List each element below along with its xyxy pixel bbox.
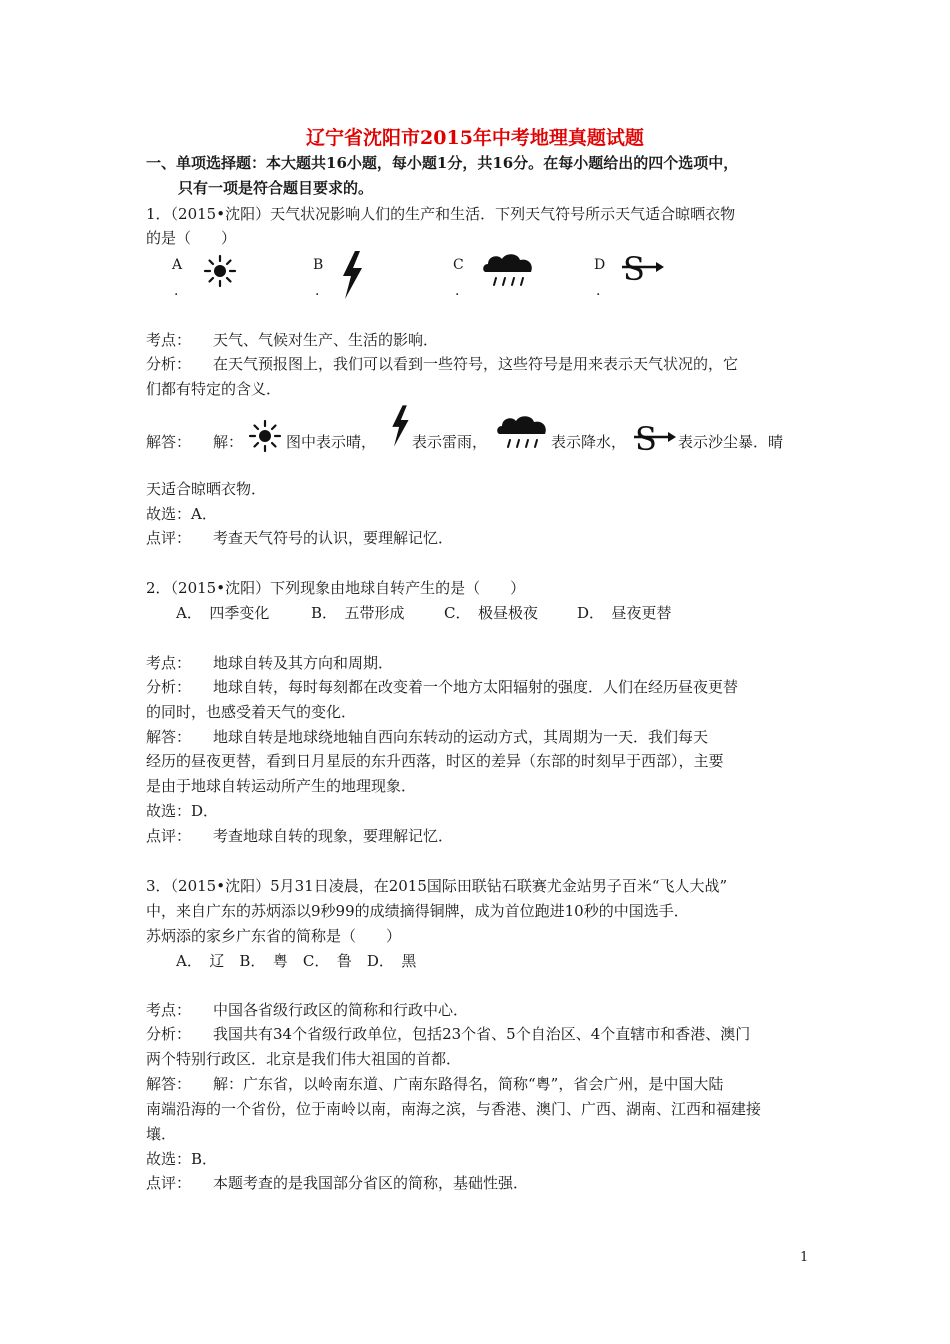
q3-guxuan: 故选：B．: [146, 1150, 218, 1168]
q3-fenxi-line1: [146, 1024, 750, 1044]
thunder-icon: [388, 403, 412, 453]
kaodian-label: 考点：: [146, 331, 192, 349]
q1-fenxi-line2: 们都有特定的含义．: [146, 380, 282, 398]
sun-icon: [245, 418, 285, 458]
kaodian-text: 地球自转及其方向和周期．: [213, 654, 394, 672]
rain-cloud-icon: [494, 412, 552, 456]
svg-text:S: S: [635, 420, 657, 456]
q2-fenxi-line2: 的同时，也感受着天气的变化．: [146, 703, 357, 721]
q1-option-b-letter: B: [313, 257, 324, 273]
q2-jieda-line3: 是由于地球自转运动所产生的地理现象．: [146, 777, 417, 795]
rain-cloud-icon: [480, 250, 538, 294]
q1-option-d-letter: D: [594, 257, 606, 273]
q1-jieda-text3: 表示降水，: [551, 433, 627, 451]
q3-dianping: [146, 1173, 528, 1193]
fenxi-label: 分析：: [146, 355, 192, 373]
dianping-label: 点评：: [146, 827, 192, 845]
q3-stem-line3: 苏炳添的家乡广东省的简称是（ ）: [146, 927, 402, 945]
page-title: 辽宁省沈阳市2015年中考地理真题试题: [306, 127, 644, 149]
fenxi-label: 分析：: [146, 1025, 192, 1043]
jieda-text: 地球自转是地球绕地轴自西向东转动的运动方式，其周期为一天．我们每天: [213, 728, 709, 746]
sandstorm-icon: [632, 420, 678, 460]
q1-jieda-text4: 表示沙尘暴．晴: [678, 433, 784, 451]
q1-stem-line1: 1．（2015•沈阳）天气状况影响人们的生产和生活．下列天气符号所示天气适合晾晒衣物: [146, 205, 736, 223]
section-header-line2: 只有一项是符合题目要求的。: [178, 179, 374, 197]
thunder-icon: [338, 250, 366, 304]
q1-kaodian: [146, 330, 438, 350]
q2-guxuan: 故选：D．: [146, 802, 219, 820]
q1-option-b-dot: .: [315, 283, 320, 299]
q3-jieda-line3: 壤．: [146, 1125, 177, 1143]
svg-text:S: S: [623, 250, 645, 286]
q2-option-a: A． 四季变化: [176, 604, 270, 622]
jieda-prefix: 解：: [213, 433, 244, 451]
q3-jieda-line1: [146, 1074, 723, 1094]
sandstorm-icon: [620, 250, 666, 290]
jieda-label: 解答：: [146, 433, 192, 451]
q3-options: A． 辽 B． 粤 C． 鲁 D． 黑: [176, 952, 417, 970]
jieda-label: 解答：: [146, 1075, 192, 1093]
dianping-text: 考查地球自转的现象，要理解记忆．: [213, 827, 454, 845]
q3-fenxi-line2: 两个特别行政区．北京是我们伟大祖国的首都．: [146, 1050, 462, 1068]
q2-dianping: [146, 826, 453, 846]
q1-dianping: [146, 528, 453, 548]
kaodian-text: 天气、气候对生产、生活的影响．: [213, 331, 439, 349]
q3-stem-line1: 3．（2015•沈阳）5月31日凌晨，在2015国际田联钻石联赛尤金站男子百米“飞人大战”: [146, 877, 728, 895]
fenxi-text: 地球自转，每时每刻都在改变着一个地方太阳辐射的强度．人们在经历昼夜更替: [213, 678, 739, 696]
q2-option-c: C． 极昼极夜: [444, 604, 538, 622]
q1-option-c-letter: C: [453, 257, 464, 273]
q1-guxuan: 故选：A．: [146, 505, 217, 523]
jieda-text: 解：广东省，以岭南东道、广南东路得名，简称“粤”，省会广州，是中国大陆: [213, 1075, 724, 1093]
q2-stem: 2．（2015•沈阳）下列现象由地球自转产生的是（ ）: [146, 579, 526, 597]
q1-option-a-dot: .: [174, 283, 179, 299]
dianping-label: 点评：: [146, 1174, 192, 1192]
q2-jieda-line2: 经历的昼夜更替，看到日月星辰的东升西落，时区的差异（东部的时刻早于西部），主要: [146, 752, 724, 770]
fenxi-text: 我国共有34个省级行政单位，包括23个省、5个自治区、4个直辖市和香港、澳门: [213, 1025, 751, 1043]
q1-option-a-letter: A: [172, 257, 183, 273]
q1-jieda: [146, 432, 243, 452]
fenxi-text: 在天气预报图上，我们可以看到一些符号，这些符号是用来表示天气状况的，它: [213, 355, 739, 373]
q1-fenxi-line1: [146, 354, 738, 374]
kaodian-text: 中国各省级行政区的简称和行政中心．: [213, 1001, 469, 1019]
sun-icon: [200, 253, 240, 293]
q2-jieda-line1: [146, 727, 708, 747]
q2-options: [176, 603, 672, 623]
dianping-text: 本题考查的是我国部分省区的简称，基础性强．: [213, 1174, 529, 1192]
q1-jieda-text1: 图中表示晴，: [286, 433, 377, 451]
q3-jieda-line2: 南端沿海的一个省份，位于南岭以南，南海之滨，与香港、澳门、广西、湖南、江西和福建接: [146, 1100, 762, 1118]
q2-kaodian: [146, 653, 393, 673]
q1-option-c-dot: .: [455, 283, 460, 299]
q3-kaodian: [146, 1000, 468, 1020]
q2-option-b: B． 五带形成: [311, 604, 405, 622]
dianping-label: 点评：: [146, 529, 192, 547]
q2-fenxi-line1: [146, 677, 738, 697]
q1-stem-line2: 的是（ ）: [146, 229, 237, 247]
q1-jieda-line2: 天适合晾晒衣物．: [146, 480, 267, 498]
kaodian-label: 考点：: [146, 654, 192, 672]
q1-option-d-dot: .: [596, 283, 601, 299]
jieda-label: 解答：: [146, 728, 192, 746]
page-number: 1: [800, 1250, 809, 1265]
q2-option-d: D． 昼夜更替: [577, 604, 672, 622]
q1-jieda-text2: 表示雷雨，: [412, 433, 488, 451]
dianping-text: 考查天气符号的认识，要理解记忆．: [213, 529, 454, 547]
kaodian-label: 考点：: [146, 1001, 192, 1019]
fenxi-label: 分析：: [146, 678, 192, 696]
section-header-line1: 一、单项选择题：本大题共16小题，每小题1分，共16分。在每小题给出的四个选项中，: [146, 154, 739, 172]
q3-stem-line2: 中，来自广东的苏炳添以9秒99的成绩摘得铜牌，成为首位跑进10秒的中国选手．: [146, 902, 689, 920]
